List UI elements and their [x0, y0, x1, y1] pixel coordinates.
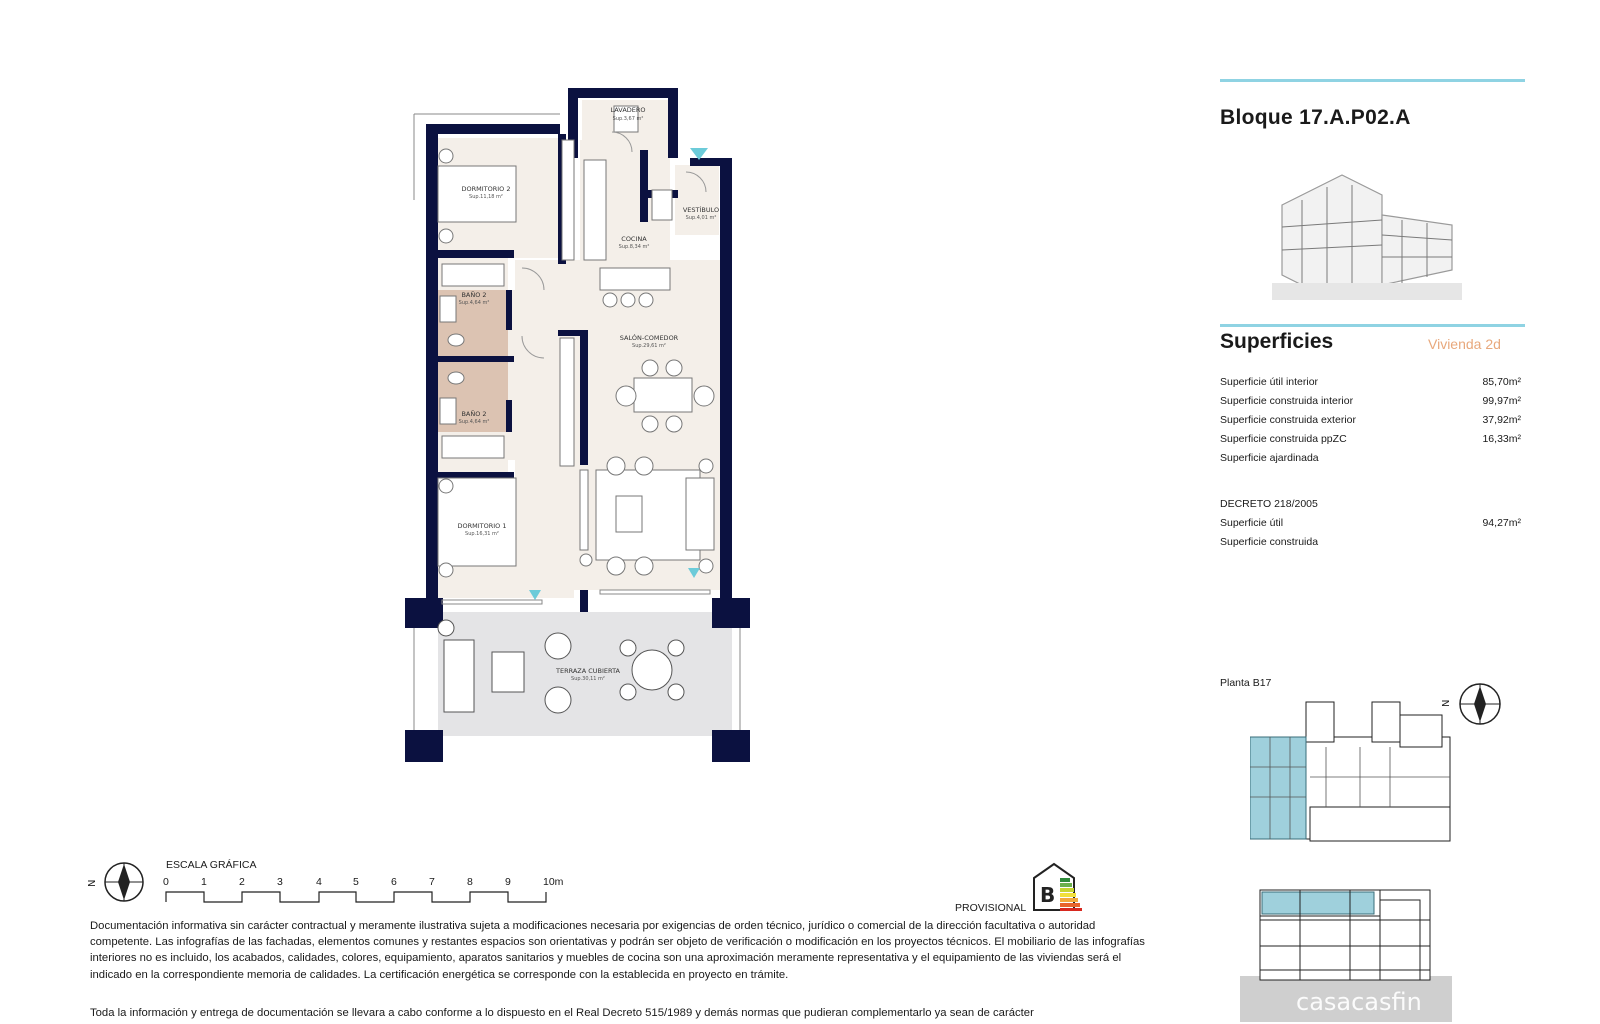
site-plan-label: Planta B17 [1220, 677, 1272, 689]
superficies-accent-rule [1220, 324, 1525, 327]
surface-label: Superficie ajardinada [1220, 452, 1319, 464]
scale-tick-label: 5 [353, 876, 359, 888]
scale-bar [160, 890, 560, 904]
scale-tick-label: 8 [467, 876, 473, 888]
surface-row [1220, 433, 1521, 445]
site-north-letter: N [1441, 699, 1452, 707]
room-area-bano-upper: Sup.4,64 m² [458, 300, 490, 306]
room-label-dormitorio2: DORMITORIO 2 [461, 185, 511, 193]
legal-disclaimer: Documentación informativa sin carácter contractual y meramente ilustrativa sujeta a modificaciones necesaria por exigencias de orden técnico, jurídico o comercial de la dirección facultativa o autoridad competente. Las infografías de las fachadas, elementos comunes y restantes espacios son orientativas y podrán ser objeto de verificación o modificación en los proyectos técnicos. El mobiliario de las infografías interiores no es incluido, los acabados, calidades, colores, equipamiento, aparatos sanitarios y muebles de cocina son una aproximación meramente representativa y el equipamiento de las viviendas será el indicado en la correspondiente memoria de calidades. La certificación energética se corresponde con la establecida en proyecto en trámite. [90, 920, 1145, 981]
energy-rating-letter: B [1040, 883, 1056, 907]
surface-row [1220, 414, 1521, 426]
room-area-terraza: Sup.30,11 m² [571, 676, 605, 682]
scale-label: ESCALA GRÁFICA [166, 859, 257, 871]
surface-value: 99,97m² [1482, 395, 1521, 407]
decreto-row [1220, 517, 1521, 529]
room-label-cocina: COCINA [621, 235, 647, 243]
top-accent-rule [1220, 79, 1525, 82]
surface-label: Superficie construida exterior [1220, 414, 1356, 426]
decreto-label: Superficie construida [1220, 536, 1319, 548]
scale-tick-label: 6 [391, 876, 397, 888]
scale-tick-label: 4 [316, 876, 322, 888]
room-label-lavadero: LAVADERO [610, 106, 646, 114]
building-render [1272, 165, 1462, 300]
scale-tick-label: 3 [277, 876, 283, 888]
room-label-bano-upper: BAÑO 2 [461, 291, 487, 299]
surface-label: Superficie construida interior [1220, 395, 1354, 407]
decreto-title-text: DECRETO 218/2005 [1220, 498, 1318, 510]
surface-value: 85,70m² [1482, 376, 1521, 388]
surface-value: 16,33m² [1482, 433, 1521, 445]
room-area-lavadero: Sup.3,67 m² [612, 116, 644, 122]
room-label-dormitorio1: DORMITORIO 1 [457, 522, 507, 530]
decreto-row [1220, 536, 1521, 548]
scale-north-letter: N [87, 879, 98, 887]
surface-row [1220, 376, 1521, 388]
room-label-terraza: TERRAZA CUBIERTA [556, 667, 620, 675]
scale-tick-label: 1 [201, 876, 207, 888]
legal-disclaimer-continued: Toda la información y entrega de documentación se llevara a cabo conforme a lo dispuesto en el Real Decreto 515/1989 y demás normas que pudieran complementarlo ya sean de carácter [90, 1007, 1034, 1019]
building-section [1240, 880, 1452, 1022]
scale-tick-label: 0 [163, 876, 169, 888]
room-area-cocina: Sup.8,34 m² [618, 244, 650, 250]
scale-tick-label: 9 [505, 876, 511, 888]
surface-label: Superficie útil interior [1220, 376, 1319, 388]
surface-label: Superficie construida ppZC [1220, 433, 1347, 445]
energy-rating-badge [1030, 862, 1086, 912]
room-label-bano-lower: BAÑO 2 [461, 410, 487, 418]
surface-value: 37,92m² [1482, 414, 1521, 426]
scale-tick-label: 10m [543, 876, 564, 888]
decreto-label: Superficie útil [1220, 517, 1284, 529]
decreto-value: 94,27m² [1482, 517, 1521, 529]
decreto-title [1220, 498, 1521, 510]
room-label-salon: SALÓN-COMEDOR [619, 334, 679, 342]
room-area-dormitorio2: Sup.11,18 m² [469, 194, 503, 200]
energy-provisional-label: PROVISIONAL [955, 902, 1027, 914]
block-title: Bloque 17.A.P02.A [1220, 106, 1411, 129]
room-area-vestibulo: Sup.4,01 m² [685, 215, 717, 221]
room-area-salon: Sup.29,61 m² [632, 343, 666, 349]
scale-tick-label: 2 [239, 876, 245, 888]
site-plan-map [1250, 697, 1452, 847]
superficies-title: Superficies [1220, 330, 1334, 353]
scale-tick-label: 7 [429, 876, 435, 888]
room-label-vestibulo: VESTÍBULO [682, 206, 720, 214]
surface-row [1220, 452, 1521, 464]
surface-row [1220, 395, 1521, 407]
room-area-bano-lower: Sup.4,64 m² [458, 419, 490, 425]
scale-compass-icon [84, 858, 154, 906]
vivienda-type: Vivienda 2d [1428, 336, 1501, 352]
room-area-dormitorio1: Sup.16,31 m² [465, 531, 499, 537]
watermark-text: casacasfin [1296, 988, 1422, 1016]
